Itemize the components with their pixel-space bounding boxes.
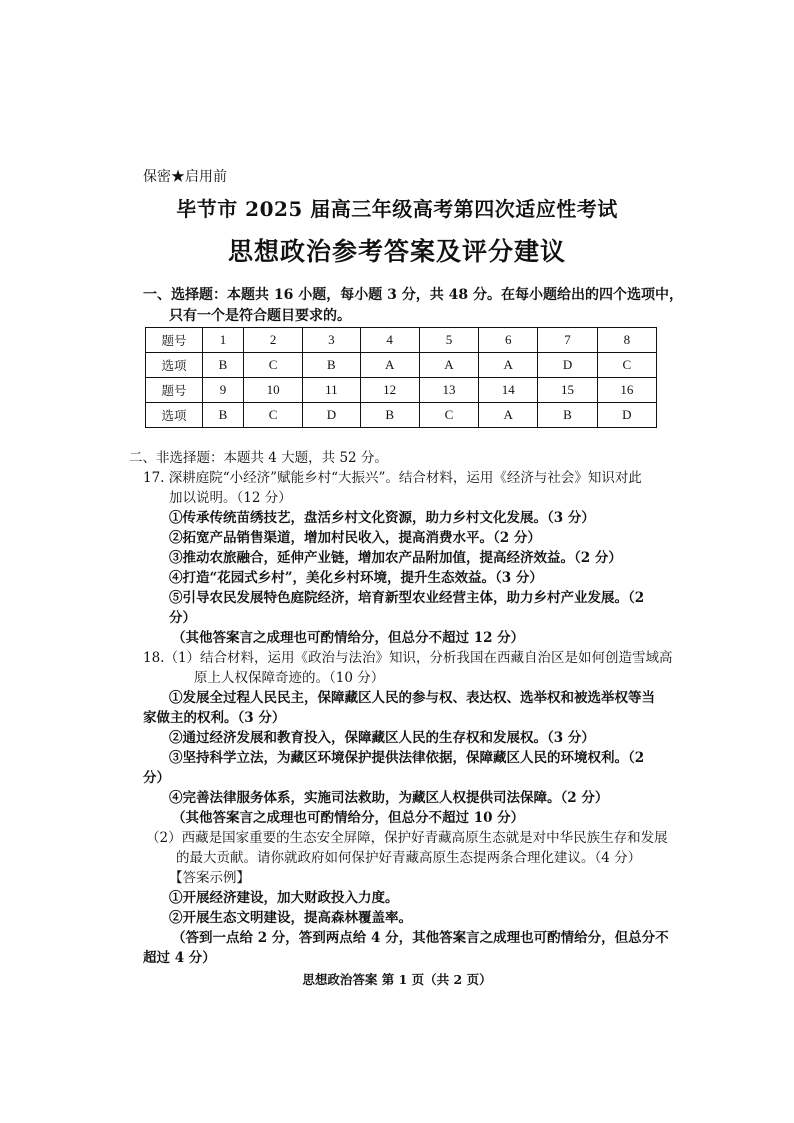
q18-point-3: ③坚持科学立法，为藏区环境保护提供法律依据，保障藏区人民的环境权利。（2 [169,750,645,766]
table-cell: C [597,353,656,378]
q17-point-2: ②拓宽产品销售渠道，增加村民收入，提高消费水平。（2 分） [169,530,541,546]
q18-1-stem: 18.（1）结合材料，运用《政治与法治》知识，分析我国在西藏自治区是如何创造雪域高 [143,650,673,666]
q17-point-3: ③推动农旅融合，延伸产业链，增加农产品附加值，提高经济效益。（2 分） [169,550,622,566]
q18-2-scoring-note: （答到一点给 2 分，答到两点给 4 分，其他答案言之成理也可酌情给分，但总分不 [172,930,669,946]
table-cell: D [597,403,656,428]
table-cell: A [419,353,478,378]
table-cell: 7 [538,328,597,353]
table-cell: 14 [479,378,538,403]
table-cell: B [203,403,244,428]
document-title: 思想政治参考答案及评分建议 [227,237,566,266]
q18-1-scoring-note: （其他答案言之成理也可酌情给分，但总分不超过 10 分） [172,810,525,826]
table-cell: 3 [303,328,360,353]
q18-point-1: ①发展全过程人民民主，保障藏区人民的参与权、表达权、选举权和被选举权等当 [169,690,655,706]
table-cell: C [243,403,302,428]
q17-stem-cont: 加以说明。（12 分） [169,490,292,506]
q18-point-3-cont: 分） [143,770,170,786]
section2-heading: 二、非选择题：本题共 4 大题，共 52 分。 [129,450,388,466]
table-cell: A [479,353,538,378]
table-cell: 1 [203,328,244,353]
table-cell: 15 [538,378,597,403]
table-cell: A [360,353,419,378]
table-cell: 10 [243,378,302,403]
answer-table [145,327,657,428]
q18-point-1-cont: 家做主的权利。（3 分） [143,710,286,726]
table-row [146,378,657,403]
table-cell: 8 [597,328,656,353]
confidential-label: 保密★启用前 [143,169,227,185]
answer-example-label: 【答案示例】 [169,870,250,886]
table-cell: 12 [360,378,419,403]
table-cell: 9 [203,378,244,403]
table-cell: D [538,353,597,378]
q18-point-2: ②通过经济发展和教育投入，保障藏区人民的生存权和发展权。（3 分） [169,730,595,746]
q18-2-scoring-note-cont: 超过 4 分） [143,950,216,966]
table-cell: B [360,403,419,428]
table-row [146,403,657,428]
q17-stem: 17. 深耕庭院“小经济”赋能乡村“大振兴”。结合材料，运用《经济与社会》知识对此 [143,470,642,486]
q17-point-1: ①传承传统苗绣技艺，盘活乡村文化资源，助力乡村文化发展。（3 分） [169,510,595,526]
table-cell: 11 [303,378,360,403]
section1-heading-cont: 只有一个是符合题目要求的。 [169,308,351,324]
table-cell: 6 [479,328,538,353]
row-label: 选项 [146,403,203,428]
q17-point-4: ④打造“花园式乡村”，美化乡村环境，提升生态效益。（3 分） [169,570,543,586]
table-cell: C [243,353,302,378]
table-cell: 16 [597,378,656,403]
section1-heading: 一、选择题：本题共 16 小题，每小题 3 分，共 48 分。在每小题给出的四个选项中， [143,287,683,303]
row-label: 选项 [146,353,203,378]
table-cell: B [538,403,597,428]
q18-2-stem: （2）西藏是国家重要的生态安全屏障，保护好青藏高原生态就是对中华民族生存和发展 [146,830,668,846]
exam-title: 毕节市 2025 届高三年级高考第四次适应性考试 [176,197,618,221]
page-footer: 思想政治答案 第 1 页（共 2 页） [302,972,492,987]
table-cell: 2 [243,328,302,353]
table-cell: B [303,353,360,378]
q18-2-example-1: ①开展经济建设，加大财政投入力度。 [169,890,399,906]
q18-2-stem-cont: 的最大贡献。请你就政府如何保护好青藏高原生态提两条合理化建议。（4 分） [176,850,642,866]
table-cell: D [303,403,360,428]
q17-point-5-cont: 分） [169,610,196,626]
table-cell: C [419,403,478,428]
row-label: 题号 [146,378,203,403]
table-cell: 5 [419,328,478,353]
q17-scoring-note: （其他答案言之成理也可酌情给分，但总分不超过 12 分） [172,630,525,646]
table-cell: A [479,403,538,428]
table-cell: 4 [360,328,419,353]
table-row [146,353,657,378]
q18-2-example-2: ②开展生态文明建设，提高森林覆盖率。 [169,910,412,926]
table-cell: 13 [419,378,478,403]
q18-point-4: ④完善法律服务体系，实施司法救助，为藏区人权提供司法保障。（2 分） [169,790,609,806]
table-row [146,328,657,353]
table-cell: B [203,353,244,378]
q17-point-5: ⑤引导农民发展特色庭院经济，培育新型农业经营主体，助力乡村产业发展。（2 [169,590,645,606]
q18-1-stem-cont: 原上人权保障奇迹的。（10 分） [194,670,385,686]
row-label: 题号 [146,328,203,353]
